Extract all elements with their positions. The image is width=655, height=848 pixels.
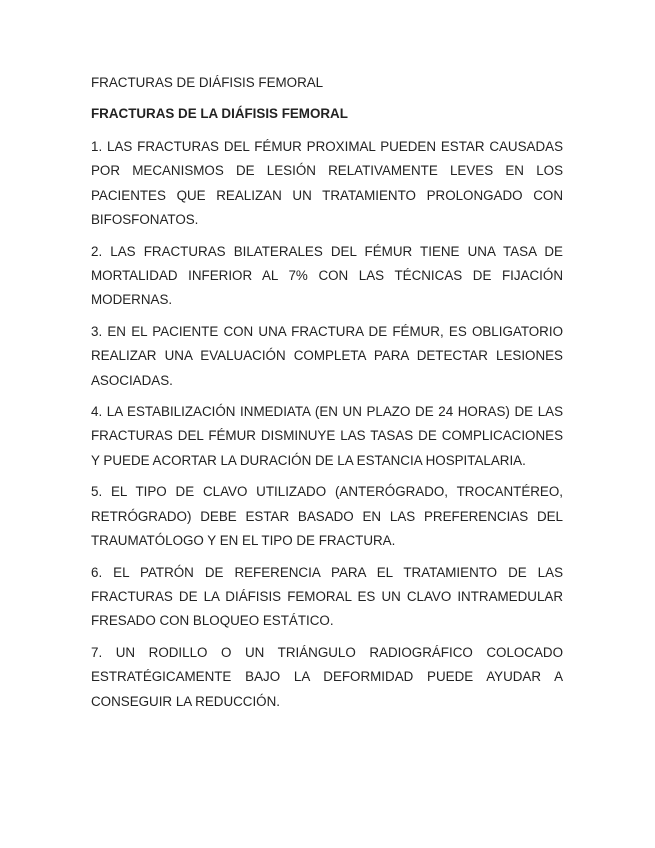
section-heading: FRACTURAS DE LA DIÁFISIS FEMORAL: [91, 106, 348, 121]
paragraph-3: 3. EN EL PACIENTE CON UNA FRACTURA DE FÉMUR, ES OBLIGATORIO REALIZAR UNA EVALUACIÓN COMPLETA PARA DETECTAR LESIONES ASOCIADAS.: [91, 323, 563, 388]
paragraph-4: 4. LA ESTABILIZACIÓN INMEDIATA (EN UN PLAZO DE 24 HORAS) DE LAS FRACTURAS DEL FÉMUR DISMINUYE LAS TASAS DE COMPLICACIONES Y PUEDE ACORTAR LA DURACIÓN DE LA ESTANCIA HOSPITALARIA.: [91, 404, 563, 468]
paragraph-7: 7. UN RODILLO O UN TRIÁNGULO RADIOGRÁFICO COLOCADO ESTRATÉGICAMENTE BAJO LA DEFORMIDAD PUEDE AYUDAR A CONSEGUIR LA REDUCCIÓN.: [91, 644, 563, 709]
paragraph-5: 5. EL TIPO DE CLAVO UTILIZADO (ANTERÓGRADO, TROCANTÉREO, RETRÓGRADO) DEBE ESTAR BASADO EN LAS PREFERENCIAS DEL TRAUMATÓLOGO Y EN EL TIPO DE FRACTURA.: [91, 484, 563, 549]
paragraph-2: 2. LAS FRACTURAS BILATERALES DEL FÉMUR TIENE UNA TASA DE MORTALIDAD INFERIOR AL 7% CON LAS TÉCNICAS DE FIJACIÓN MODERNAS.: [91, 243, 563, 308]
document-header-title: FRACTURAS DE DIÁFISIS FEMORAL: [91, 75, 324, 90]
paragraph-1: 1. LAS FRACTURAS DEL FÉMUR PROXIMAL PUEDEN ESTAR CAUSADAS POR MECANISMOS DE LESIÓN RELATIVAMENTE LEVES EN LOS PACIENTES QUE REALIZAN UN TRATAMIENTO PROLONGADO CON BIFOSFONATOS.: [91, 139, 563, 228]
paragraph-6: 6. EL PATRÓN DE REFERENCIA PARA EL TRATAMIENTO DE LAS FRACTURAS DE LA DIÁFISIS FEMORAL ES UN CLAVO INTRAMEDULAR FRESADO CON BLOQUEO ESTÁTICO.: [91, 564, 563, 629]
document-page: [91, 74, 563, 721]
